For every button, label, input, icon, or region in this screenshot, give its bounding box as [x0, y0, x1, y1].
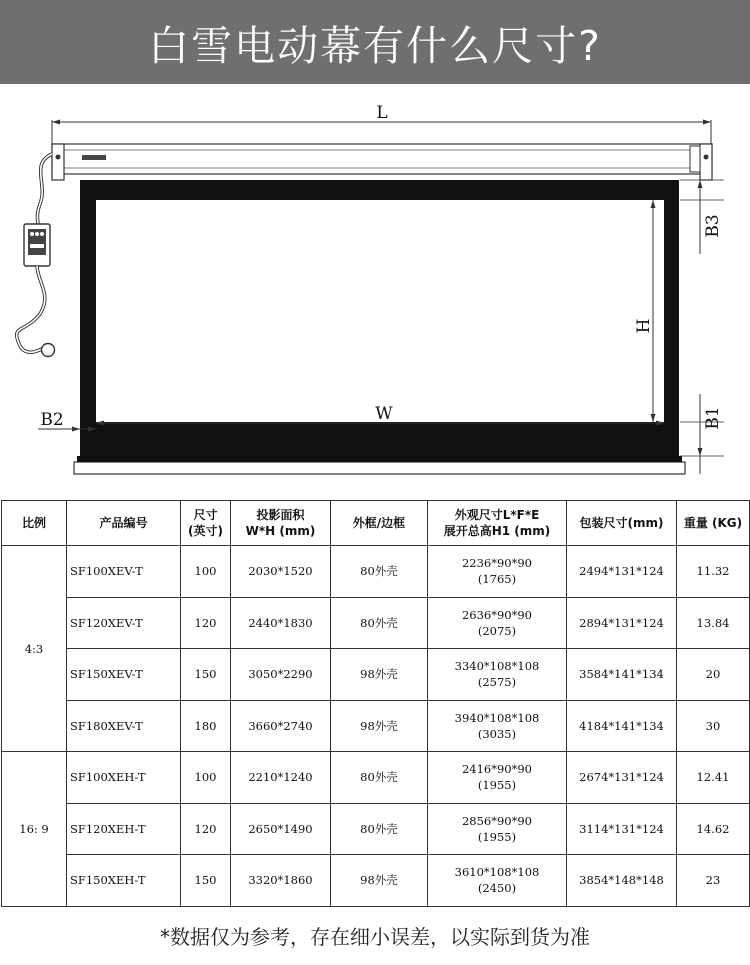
- table-row: [2, 752, 750, 804]
- table-header-row: [2, 501, 750, 546]
- table-body: [2, 546, 750, 907]
- size-cell: 120: [181, 803, 231, 855]
- column-header-line1: 外观尺寸L*F*E: [454, 508, 540, 522]
- column-header: [428, 501, 567, 546]
- outer-dimension: 3610*108*108: [454, 865, 540, 880]
- frame-cell: 98外壳: [331, 649, 428, 701]
- model-cell: SF100XEV-T: [67, 546, 181, 598]
- area-cell: 2030*1520: [231, 546, 331, 598]
- pack-cell: 4184*141*134: [567, 700, 677, 752]
- projection-screen: [74, 180, 685, 474]
- outer-dimension-cell: [428, 649, 567, 701]
- frame-cell: 80外壳: [331, 546, 428, 598]
- table-row: [2, 597, 750, 649]
- expanded-height: (1955): [477, 829, 517, 844]
- outer-dimension-cell: [428, 855, 567, 907]
- column-header: [567, 501, 677, 546]
- size-cell: 180: [181, 700, 231, 752]
- ratio-cell: 4:3: [2, 546, 67, 752]
- model-cell: SF180XEV-T: [67, 700, 181, 752]
- column-header-line2: (英寸): [188, 524, 223, 538]
- expanded-height: (2075): [477, 623, 517, 638]
- model-cell: SF120XEH-T: [67, 803, 181, 855]
- model-cell: SF150XEV-T: [67, 649, 181, 701]
- size-cell: 100: [181, 546, 231, 598]
- weight-cell: 23: [677, 855, 750, 907]
- weight-cell: 30: [677, 700, 750, 752]
- column-header-line1: 尺寸: [193, 508, 218, 522]
- area-cell: 2440*1830: [231, 597, 331, 649]
- expanded-height: (1955): [477, 778, 517, 793]
- column-header-line1: 重量 (KG): [683, 516, 743, 530]
- dimension-b1: [680, 394, 724, 474]
- column-header: [67, 501, 181, 546]
- pack-cell: 3114*131*124: [567, 803, 677, 855]
- outer-dimension: 2856*90*90: [461, 813, 533, 828]
- table-row: [2, 649, 750, 701]
- column-header: [331, 501, 428, 546]
- expanded-height: (2575): [477, 675, 517, 690]
- column-header-line1: 外框/边框: [352, 516, 406, 530]
- column-header-line1: 产品编号: [99, 516, 148, 530]
- power-plug-icon: [42, 344, 55, 357]
- column-header-line2: W*H (mm): [245, 524, 316, 538]
- table-row: [2, 546, 750, 598]
- pack-cell: 2674*131*124: [567, 752, 677, 804]
- label-h: H: [634, 318, 654, 334]
- outer-dimension-cell: [428, 597, 567, 649]
- column-header: [677, 501, 750, 546]
- weight-cell: 12.41: [677, 752, 750, 804]
- model-cell: SF100XEH-T: [67, 752, 181, 804]
- remote-control-icon: [24, 224, 50, 266]
- table-row: [2, 700, 750, 752]
- column-header-line1: 投影面积: [256, 508, 305, 522]
- footer-note: *数据仅为参考，存在细小误差，以实际到货为准: [160, 924, 590, 949]
- outer-dimension-cell: [428, 752, 567, 804]
- weight-cell: 20: [677, 649, 750, 701]
- screen-case: [52, 144, 712, 180]
- pack-cell: 2894*131*124: [567, 597, 677, 649]
- expanded-height: (2450): [477, 881, 517, 896]
- table-row: [2, 803, 750, 855]
- outer-dimension: 3940*108*108: [454, 710, 540, 725]
- frame-cell: 80外壳: [331, 597, 428, 649]
- size-cell: 100: [181, 752, 231, 804]
- area-cell: 3050*2290: [231, 649, 331, 701]
- column-header: [181, 501, 231, 546]
- area-cell: 2650*1490: [231, 803, 331, 855]
- model-cell: SF120XEV-T: [67, 597, 181, 649]
- outer-dimension-cell: [428, 700, 567, 752]
- label-b2: B2: [40, 410, 64, 430]
- ratio-cell: 16: 9: [2, 752, 67, 907]
- frame-cell: 80外壳: [331, 803, 428, 855]
- weight-cell: 13.84: [677, 597, 750, 649]
- dimension-b3: [680, 180, 724, 254]
- label-l: L: [376, 103, 388, 123]
- expanded-height: (3035): [477, 726, 517, 741]
- area-cell: 2210*1240: [231, 752, 331, 804]
- outer-dimension: 2236*90*90: [461, 556, 533, 571]
- size-cell: 150: [181, 649, 231, 701]
- weight-cell: 11.32: [677, 546, 750, 598]
- label-b3: B3: [703, 214, 723, 238]
- label-b1: B1: [703, 406, 723, 430]
- pack-cell: 3854*148*148: [567, 855, 677, 907]
- pack-cell: 2494*131*124: [567, 546, 677, 598]
- area-cell: 3660*2740: [231, 700, 331, 752]
- expanded-height: (1765): [477, 572, 517, 587]
- dimension-l: [52, 103, 711, 148]
- outer-dimension: 2416*90*90: [461, 762, 533, 777]
- frame-cell: 98外壳: [331, 855, 428, 907]
- outer-dimension: 2636*90*90: [461, 607, 533, 622]
- size-cell: 150: [181, 855, 231, 907]
- pack-cell: 3584*141*134: [567, 649, 677, 701]
- column-header-line1: 比例: [21, 516, 46, 530]
- table-row: [2, 855, 750, 907]
- frame-cell: 98外壳: [331, 700, 428, 752]
- column-header-line2: 展开总高H1 (mm): [443, 524, 551, 538]
- outer-dimension-cell: [428, 803, 567, 855]
- spec-table: [1, 500, 750, 907]
- size-cell: 120: [181, 597, 231, 649]
- area-cell: 3320*1860: [231, 855, 331, 907]
- frame-cell: 80外壳: [331, 752, 428, 804]
- model-cell: SF150XEH-T: [67, 855, 181, 907]
- column-header: [231, 501, 331, 546]
- page-title: 白雪电动幕有什么尺寸?: [0, 0, 750, 84]
- label-w: W: [375, 404, 393, 424]
- column-header-line1: 包装尺寸(mm): [579, 516, 664, 530]
- screen-dimension-diagram: [0, 84, 750, 496]
- weight-cell: 14.62: [677, 803, 750, 855]
- outer-dimension: 3340*108*108: [454, 659, 540, 674]
- outer-dimension-cell: [428, 546, 567, 598]
- column-header: [2, 501, 67, 546]
